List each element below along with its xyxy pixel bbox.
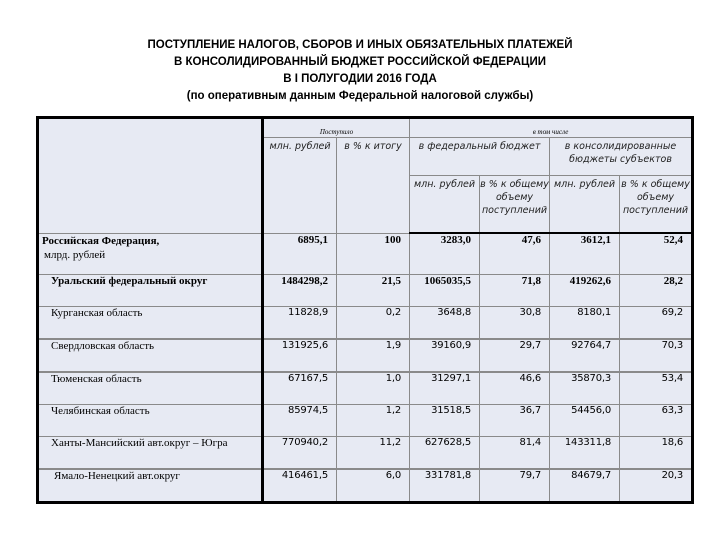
cell-reg: 35870,3 [550, 372, 620, 405]
cell-reg: 8180,1 [550, 307, 620, 340]
cell-fed: 31297,1 [410, 372, 480, 405]
row-label: Уральский федеральный округ [38, 275, 263, 307]
header-total-mln: млн. рублей [263, 138, 337, 234]
cell-fed-pct: 47,6 [480, 233, 550, 275]
table-row [38, 307, 693, 340]
header-fed-mln: млн. рублей [410, 176, 480, 234]
cell-fed: 1065035,5 [410, 275, 480, 307]
title-line-2: В КОНСОЛИДИРОВАННЫЙ БЮДЖЕТ РОССИЙСКОЙ ФЕДЕРАЦИИ [174, 56, 546, 68]
cell-total-pct: 0,2 [337, 307, 410, 340]
cell-reg-pct: 69,2 [620, 307, 693, 340]
title-line-1: ПОСТУПЛЕНИЕ НАЛОГОВ, СБОРОВ И ИНЫХ ОБЯЗАТЕЛЬНЫХ ПЛАТЕЖЕЙ [147, 39, 573, 51]
cell-fed: 39160,9 [410, 339, 480, 372]
cell-reg: 84679,7 [550, 469, 620, 503]
cell-reg-pct: 53,4 [620, 372, 693, 405]
cell-reg: 143311,8 [550, 437, 620, 470]
cell-total-pct: 1,9 [337, 339, 410, 372]
header-including: в том числе [410, 118, 693, 138]
header-reg-mln: млн. рублей [550, 176, 620, 234]
cell-fed: 627628,5 [410, 437, 480, 470]
cell-fed-pct: 71,8 [480, 275, 550, 307]
cell-fed-pct: 30,8 [480, 307, 550, 340]
table-row [38, 372, 693, 405]
row-label [38, 233, 263, 275]
header-total-pct: в % к итогу [337, 138, 410, 234]
cell-total: 67167,5 [263, 372, 337, 405]
row-label-line1: Российская Федерация, [42, 234, 160, 247]
cell-reg-pct: 63,3 [620, 405, 693, 437]
cell-fed-pct: 46,6 [480, 372, 550, 405]
cell-fed: 31518,5 [410, 405, 480, 437]
cell-reg-pct: 18,6 [620, 437, 693, 470]
cell-reg: 54456,0 [550, 405, 620, 437]
table-row [38, 437, 693, 470]
cell-total: 85974,5 [263, 405, 337, 437]
cell-reg: 92764,7 [550, 339, 620, 372]
table-row-russian-federation [38, 233, 693, 275]
title-line-3: В I ПОЛУГОДИИ 2016 ГОДА [283, 73, 437, 85]
table-row [38, 469, 693, 503]
cell-total-pct: 1,2 [337, 405, 410, 437]
row-label: Свердловская область [38, 339, 263, 372]
cell-reg: 3612,1 [550, 233, 620, 275]
row-label: Тюменская область [38, 372, 263, 405]
row-label: Курганская область [38, 307, 263, 340]
cell-fed-pct: 29,7 [480, 339, 550, 372]
table-row [38, 339, 693, 372]
cell-total: 416461,5 [263, 469, 337, 503]
cell-fed-pct: 81,4 [480, 437, 550, 470]
title-subtitle: (по оперативным данным Федеральной налоговой службы) [186, 90, 534, 102]
cell-total: 6895,1 [263, 233, 337, 275]
row-label-line2: млрд. рублей [44, 248, 106, 261]
cell-reg-pct: 70,3 [620, 339, 693, 372]
row-label: Ямало-Ненецкий авт.округ [38, 469, 263, 503]
tax-revenue-table [36, 116, 694, 504]
cell-total: 131925,6 [263, 339, 337, 372]
cell-total-pct: 6,0 [337, 469, 410, 503]
table-row [38, 405, 693, 437]
table-row [38, 275, 693, 307]
header-received: Поступило [263, 118, 410, 138]
row-label: Ханты-Мансийский авт.округ – Югра [38, 437, 263, 470]
cell-fed-pct: 36,7 [480, 405, 550, 437]
cell-total: 1484298,2 [263, 275, 337, 307]
cell-total: 770940,2 [263, 437, 337, 470]
cell-reg-pct: 52,4 [620, 233, 693, 275]
cell-fed: 3283,0 [410, 233, 480, 275]
header-federal-budget: в федеральный бюджет [410, 138, 550, 176]
cell-fed: 331781,8 [410, 469, 480, 503]
document-title [0, 37, 720, 105]
cell-total: 11828,9 [263, 307, 337, 340]
header-reg-pct: в % к общему объему поступлений [620, 176, 693, 234]
header-regional-budgets: в консолидированные бюджеты субъектов [550, 138, 693, 176]
cell-reg-pct: 28,2 [620, 275, 693, 307]
cell-total-pct: 21,5 [337, 275, 410, 307]
cell-total-pct: 1,0 [337, 372, 410, 405]
row-label: Челябинская область [38, 405, 263, 437]
cell-total-pct: 100 [337, 233, 410, 275]
cell-total-pct: 11,2 [337, 437, 410, 470]
cell-reg-pct: 20,3 [620, 469, 693, 503]
cell-fed-pct: 79,7 [480, 469, 550, 503]
header-region-cell [38, 118, 263, 234]
cell-fed: 3648,8 [410, 307, 480, 340]
cell-reg: 419262,6 [550, 275, 620, 307]
header-fed-pct: в % к общему объему поступлений [480, 176, 550, 234]
